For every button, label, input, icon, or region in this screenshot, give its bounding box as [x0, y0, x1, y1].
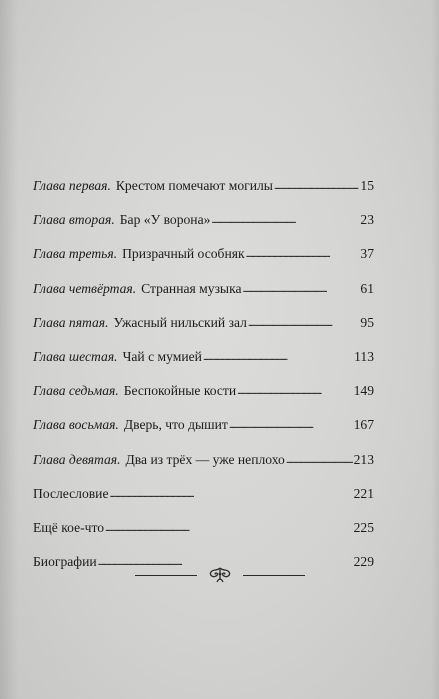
- dot-leader: [109, 485, 352, 501]
- dot-leader: [274, 177, 360, 193]
- toc-entry: [33, 246, 374, 280]
- toc-page-number: 167: [353, 417, 374, 433]
- toc-entry: [33, 315, 374, 349]
- toc-chapter-label: Глава четвёртая.: [33, 280, 137, 296]
- dot-leader: [286, 451, 353, 467]
- toc-entry-title: Странная музыка: [141, 280, 242, 296]
- dot-leader: [248, 314, 359, 330]
- toc-page-number: 37: [360, 246, 374, 262]
- toc-chapter-label: Глава шестая.: [33, 348, 118, 364]
- toc-entry-title: Крестом помечают могилы: [115, 178, 273, 193]
- fleuron-ornament-icon: [205, 567, 235, 583]
- toc-page-number: 23: [360, 212, 374, 228]
- toc-chapter-label: Глава пятая.: [33, 314, 109, 330]
- toc-entry-title: Призрачный особняк: [122, 246, 245, 262]
- dot-leader: [105, 519, 353, 535]
- dot-leader: [229, 416, 353, 432]
- page-gutter-shadow: [0, 0, 18, 699]
- toc-chapter-label: Глава первая.: [33, 178, 111, 193]
- toc-chapter-label: Глава седьмая.: [33, 383, 119, 399]
- toc-entry-title: Чай с мумией: [122, 348, 202, 364]
- toc-entry: [33, 349, 374, 383]
- toc-entry: [33, 486, 374, 520]
- toc-chapter-label: Глава восьмая.: [33, 417, 119, 433]
- toc-chapter-label: Глава вторая.: [33, 212, 115, 228]
- toc-page-number: 225: [353, 519, 374, 535]
- toc-entry-title: Дверь, что дышит: [123, 417, 228, 433]
- toc-entry: [33, 452, 374, 486]
- ornament-line-left: [135, 575, 197, 576]
- toc-page-number: 213: [353, 451, 374, 467]
- toc-entry: [33, 417, 374, 451]
- toc-chapter-label: Глава третья.: [33, 246, 118, 262]
- toc-page-number: 95: [360, 314, 374, 330]
- toc-entry: [33, 520, 374, 554]
- dot-leader: [243, 280, 360, 296]
- toc-entry-title: Биографии: [33, 554, 97, 570]
- toc-entry-title: Ещё кое-что: [33, 519, 105, 535]
- toc-page-number: 221: [353, 485, 374, 501]
- dot-leader: [211, 211, 359, 227]
- toc-chapter-label: Глава девятая.: [33, 451, 121, 467]
- table-of-contents: [33, 178, 374, 588]
- toc-entry: [33, 383, 374, 417]
- toc-page-number: 61: [360, 280, 374, 296]
- toc-entry-title: Два из трёх — уже неплохо: [125, 451, 285, 467]
- toc-page-number: 229: [353, 554, 374, 570]
- toc-entry-title: Беспокойные кости: [123, 383, 237, 399]
- ornament-line-right: [243, 575, 305, 576]
- dot-leader: [237, 382, 352, 398]
- toc-entry: [33, 212, 374, 246]
- ornament-divider: [135, 569, 305, 583]
- page-edge-shadow: [431, 0, 439, 699]
- toc-entry-title: Бар «У ворона»: [119, 212, 211, 228]
- toc-entry: [33, 281, 374, 315]
- toc-page-number: 113: [354, 348, 374, 364]
- toc-entry-title: Ужасный нильский зал: [113, 314, 247, 330]
- toc-page-number: 149: [353, 383, 374, 399]
- toc-entry: [33, 178, 374, 212]
- dot-leader: [203, 348, 353, 364]
- toc-entry-title: Послесловие: [33, 485, 109, 501]
- toc-page-number: 15: [360, 178, 374, 193]
- dot-leader: [246, 245, 360, 261]
